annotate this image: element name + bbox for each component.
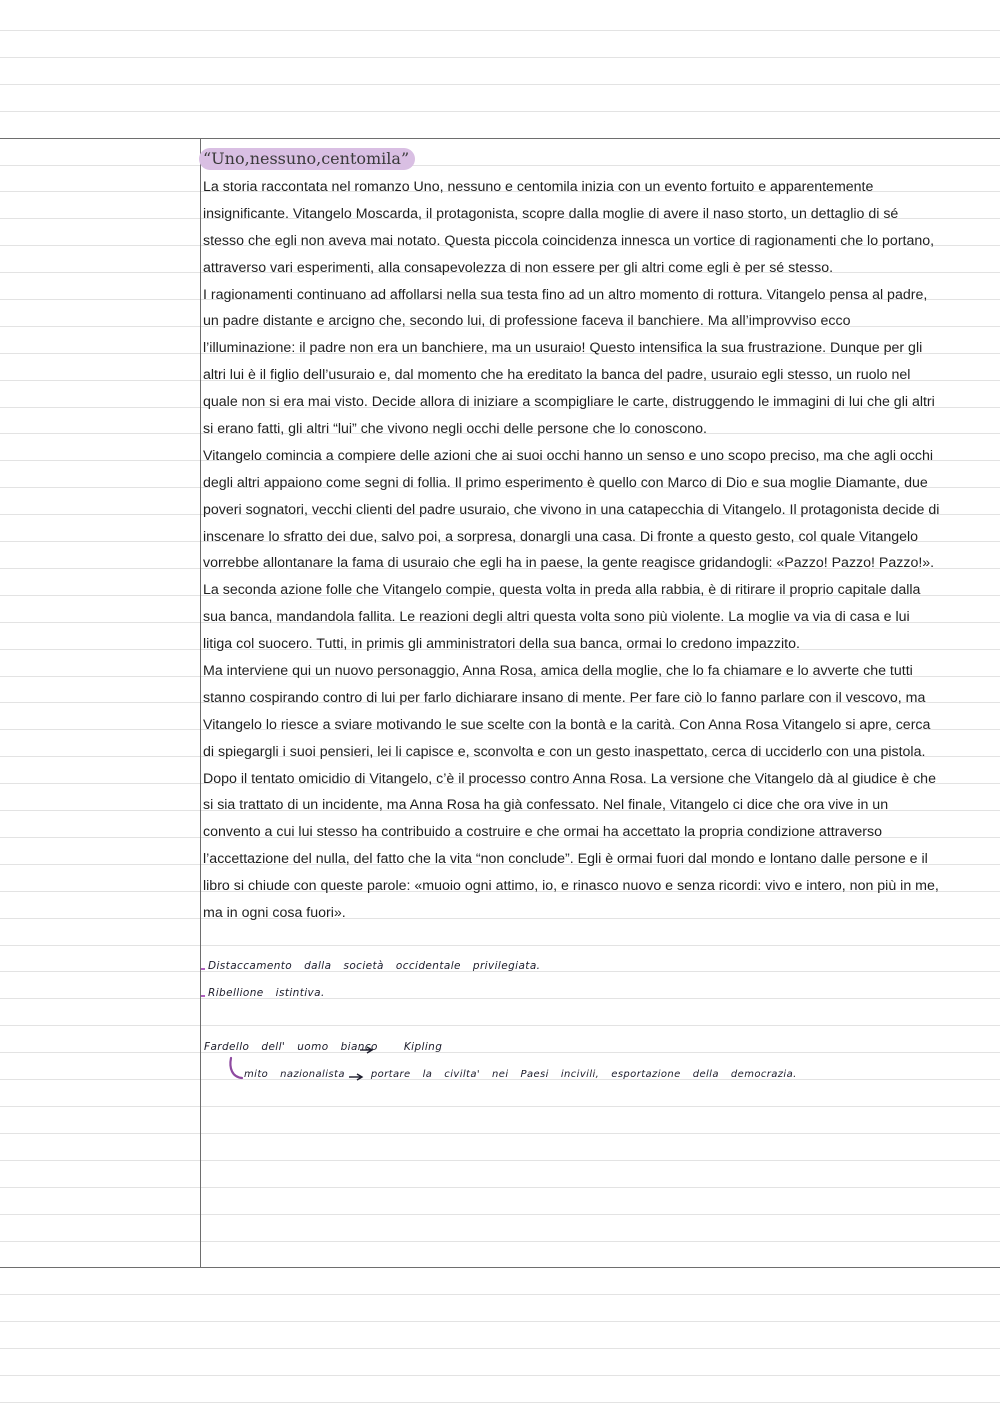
text-line: un padre distante e arcigno che, secondo lui, di professione faceva il banchiere. Ma all’improvviso ecco [203, 313, 851, 330]
hw-word: privilegiata. [472, 960, 541, 972]
text-line: convento a cui lui stesso ha contribuido a costruire e che ormai ha accettato la propria condizione attraverso [203, 824, 883, 841]
text-line: l’illuminazione: il padre non era un banchiere, ma un usuraio! Questo intensifica la sua frustrazione. Dunque per gli [203, 340, 923, 357]
text-line: ma in ogni cosa fuori». [203, 905, 346, 922]
curved-connector-icon [230, 1058, 242, 1078]
text-line: si sia trattato di un incidente, ma Anna Rosa ha già confessato. Nel finale, Vitangelo ci dice che ora vive in un [203, 797, 889, 814]
hw-word: dell' [261, 1041, 286, 1053]
hw-word: esportazione [611, 1069, 681, 1080]
hw-word: la [422, 1069, 433, 1080]
text-line: Vitangelo comincia a compiere delle azioni che ai suoi occhi hanno un senso e uno scopo preciso, ma che agli occhi [203, 447, 934, 464]
text-line: libro si chiude con queste parole: «muoio ogni attimo, io, e rinasco nuovo e senza ricordi: vivo e intero, non più in me, [203, 878, 939, 895]
hw-word: mito [244, 1069, 269, 1080]
hw-word: democrazia. [730, 1069, 797, 1080]
hw-word: nei [492, 1069, 509, 1080]
text-line: attraverso vari esperimenti, alla consapevolezza di non essere per gli altri come egli è per sé stesso. [203, 259, 834, 276]
hw-word: della [692, 1069, 719, 1080]
hw-word: incivili, [560, 1069, 600, 1080]
hw-word: bianco [340, 1041, 378, 1053]
text-line: vorrebbe allontanare la fama di usuraio che egli ha in paese, la gente reagisce gridandogli: «Pazzo! Pazzo! Pazzo!». [203, 555, 935, 572]
hw-word: Kipling [403, 1041, 443, 1053]
hw-word: Distaccamento [208, 960, 293, 972]
hw-word: dalla [304, 960, 332, 972]
page-title: “Uno,nessuno,centomila” [199, 148, 415, 170]
text-line: si erano fatti, gli altri “lui” che vivono negli occhi delle persone che lo conoscono. [203, 421, 707, 438]
arrow-right-icon [349, 1074, 362, 1080]
text-line: degli altri appaiono come segni di follia. Il primo esperimento è quello con Marco di Dio e sua moglie Diamante, due [203, 474, 928, 491]
text-line: La seconda azione folle che Vitangelo compie, questa volta in preda alla rabbia, è di ritirare il proprio capitale dalla [203, 582, 921, 599]
text-line: litiga col suocero. Tutti, in primis gli amministratori della sua banca, ormai lo credono impazzito. [203, 636, 800, 653]
text-line: sua banca, mandandola fallita. Le reazioni degli altri questa volta sono più violente. La moglie va via di casa e lui [203, 609, 910, 626]
text-line: l’accettazione del nulla, del fatto che la vita “non conclude”. Egli è ormai fuori dal mondo e lontano dalle persone e il [203, 851, 928, 868]
text-line: I ragionamenti continuano ad affollarsi nella sua testa fino ad un altro momento di rottura. Vitangelo pensa al padre, [203, 286, 928, 303]
text-line: quale non si era mai visto. Decide allora di iniziare a scompigliare le carte, distruggendo le immagini di lui che gli altri [203, 394, 935, 411]
text-line: Ma interviene qui un nuovo personaggio, Anna Rosa, amica della moglie, che lo fa chiamare e lo avverte che tutti [203, 663, 913, 680]
text-line: poveri sognatori, vecchi clienti del padre usuraio, che vivono in una catapecchia di Vitangelo. Il protagonista decide di [203, 501, 940, 518]
hw-word: società [343, 960, 384, 972]
hw-word: occidentale [395, 960, 461, 972]
text-line: stanno cospirando contro di lui per farlo dichiarare insano di mente. Per fare ciò lo fanno parlare con il vescovo, ma [203, 689, 926, 706]
hw-word: nazionalista [280, 1069, 345, 1080]
hw-word: portare [370, 1069, 411, 1080]
text-line: insignificante. Vitangelo Moscarda, il protagonista, scopre dalla moglie di avere il naso storto, un dettaglio di sé [203, 205, 899, 222]
text-line: altri lui è il figlio dell’usuraio e, dal momento che ha ereditato la banca del padre, usuraio egli stesso, un ruolo nel [203, 367, 911, 384]
text-line: Vitangelo lo riesce a sviare motivando le sue scelte con la bontà e la carità. Con Anna Rosa Vitangelo si apre, cerca [203, 716, 931, 733]
text-line: Dopo il tentato omicidio di Vitangelo, c’è il processo contro Anna Rosa. La versione che Vitangelo dà al giudice è che [203, 770, 936, 787]
hw-word: istintiva. [275, 987, 325, 999]
hw-word: Ribellione [208, 987, 264, 999]
hw-word: uomo [297, 1041, 329, 1053]
hw-word: civilta' [444, 1069, 481, 1080]
hw-word: Paesi [520, 1069, 549, 1080]
text-line: La storia raccontata nel romanzo Uno, nessuno e centomila inizia con un evento fortuito e apparentemente [203, 179, 874, 195]
arrow-right-icon [360, 1047, 372, 1053]
text-line: inscenare lo sfratto dei due, salvo poi, a sorpresa, donargli una casa. Di fronte a questo gesto, col quale Vitangelo [203, 528, 919, 545]
text-line: stesso che egli non aveva mai notato. Questa piccola coincidenza innesca un vortice di ragionamenti che lo portano, [203, 232, 935, 249]
text-line: di spiegargli i suoi pensieri, lei li capisce e, sconvolta e con un gesto inaspettato, cerca di ucciderlo con una pistola. [203, 743, 926, 760]
hw-word: Fardello [204, 1041, 250, 1053]
